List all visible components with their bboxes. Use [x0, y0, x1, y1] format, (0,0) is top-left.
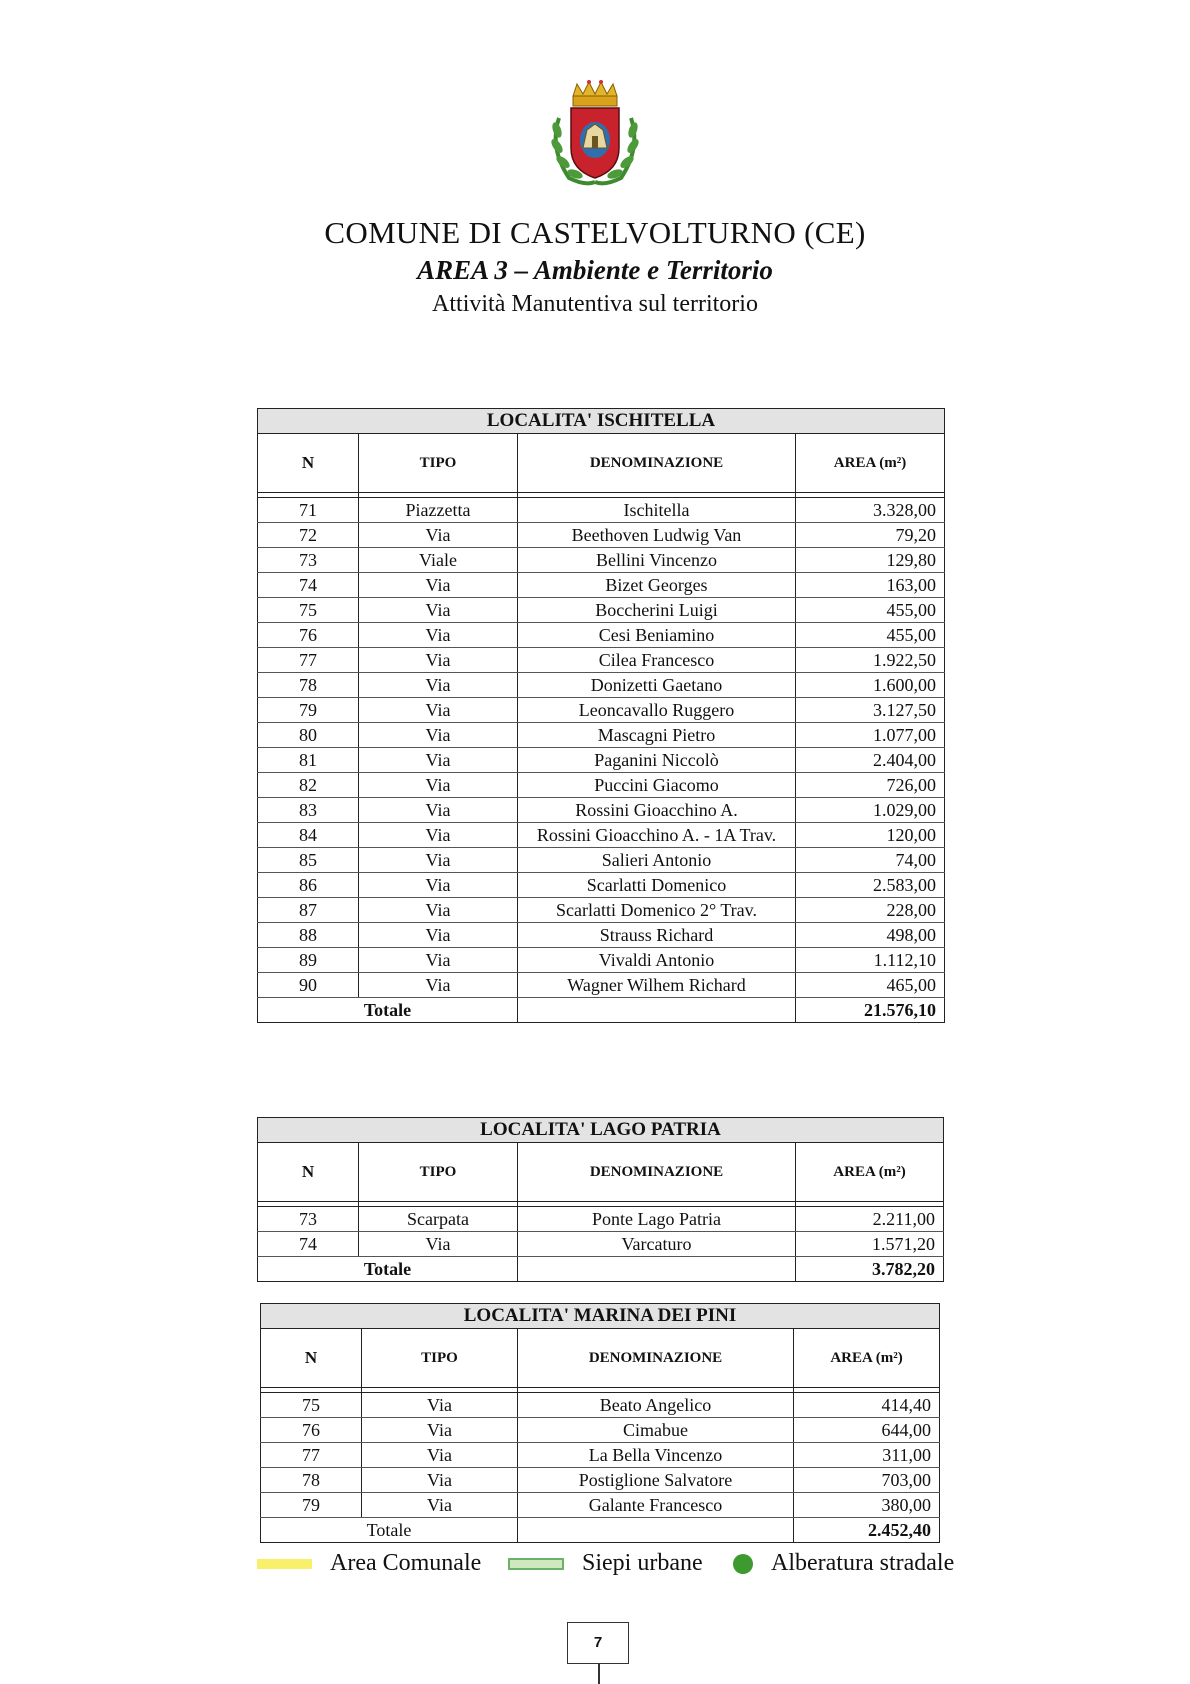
cell-area: 644,00 — [794, 1418, 940, 1443]
cell-n: 77 — [258, 648, 359, 673]
legend-item-area-comunale — [257, 1550, 481, 1577]
column-header-area: AREA (m²) — [794, 1329, 940, 1388]
cell-n: 71 — [258, 498, 359, 523]
cell-tipo: Via — [362, 1418, 518, 1443]
cell-n: 87 — [258, 898, 359, 923]
cell-area: 1.077,00 — [796, 723, 945, 748]
cell-denominazione: Galante Francesco — [518, 1493, 794, 1518]
area-subtitle: AREA 3 – Ambiente e Territorio — [417, 255, 773, 285]
table-row — [261, 1393, 940, 1418]
table-marina-dei-pini — [260, 1303, 940, 1543]
cell-denominazione: Beato Angelico — [518, 1393, 794, 1418]
column-header-n: N — [261, 1329, 362, 1388]
cell-area: 2.404,00 — [796, 748, 945, 773]
cell-area: 1.112,10 — [796, 948, 945, 973]
cell-area: 228,00 — [796, 898, 945, 923]
cell-tipo: Via — [359, 623, 518, 648]
cell-n: 74 — [258, 1232, 359, 1257]
cell-area: 129,80 — [796, 548, 945, 573]
table-row — [258, 698, 945, 723]
total-spacer — [518, 1257, 796, 1282]
cell-area: 1.029,00 — [796, 798, 945, 823]
cell-tipo: Viale — [359, 548, 518, 573]
table-row — [258, 723, 945, 748]
cell-area: 380,00 — [794, 1493, 940, 1518]
legend-label: Area Comunale — [330, 1550, 482, 1576]
cell-area: 414,40 — [794, 1393, 940, 1418]
document-header — [0, 214, 1190, 320]
legend-item-siepi-urbane — [508, 1550, 703, 1577]
legend-label: Alberatura stradale — [771, 1550, 955, 1576]
cell-tipo: Via — [359, 848, 518, 873]
cell-denominazione: Cilea Francesco — [518, 648, 796, 673]
cell-n: 84 — [258, 823, 359, 848]
cell-area: 455,00 — [796, 623, 945, 648]
cell-tipo: Scarpata — [359, 1207, 518, 1232]
legend — [0, 1550, 1190, 1580]
total-spacer — [518, 998, 796, 1023]
cell-area: 2.211,00 — [796, 1207, 944, 1232]
cell-n: 80 — [258, 723, 359, 748]
cell-area: 498,00 — [796, 923, 945, 948]
cell-denominazione: Scarlatti Domenico — [518, 873, 796, 898]
cell-denominazione: Postiglione Salvatore — [518, 1468, 794, 1493]
cell-n: 75 — [261, 1393, 362, 1418]
table-row — [258, 573, 945, 598]
column-header-tipo: TIPO — [359, 1143, 518, 1202]
cell-denominazione: Cesi Beniamino — [518, 623, 796, 648]
municipality-title: COMUNE DI CASTELVOLTURNO (CE) — [324, 215, 866, 250]
table-row — [258, 523, 945, 548]
column-header-tipo: TIPO — [362, 1329, 518, 1388]
cell-n: 89 — [258, 948, 359, 973]
table-row — [258, 898, 945, 923]
cell-tipo: Via — [359, 873, 518, 898]
cell-area: 455,00 — [796, 598, 945, 623]
cell-n: 76 — [258, 623, 359, 648]
cell-denominazione: Bellini Vincenzo — [518, 548, 796, 573]
table-ischitella — [257, 408, 945, 1023]
total-value: 3.782,20 — [796, 1257, 944, 1282]
total-label: Totale — [261, 1518, 518, 1543]
cell-tipo: Via — [359, 898, 518, 923]
cell-area: 79,20 — [796, 523, 945, 548]
table-row — [258, 948, 945, 973]
legend-item-alberatura-stradale — [733, 1550, 954, 1577]
column-header-n: N — [258, 434, 359, 493]
cell-tipo: Via — [359, 948, 518, 973]
cell-n: 88 — [258, 923, 359, 948]
cell-tipo: Via — [362, 1393, 518, 1418]
table-row — [258, 1207, 944, 1232]
yellow-line-swatch-icon — [257, 1559, 312, 1569]
cell-denominazione: Strauss Richard — [518, 923, 796, 948]
cell-denominazione: Paganini Niccolò — [518, 748, 796, 773]
cell-n: 72 — [258, 523, 359, 548]
cell-tipo: Via — [359, 773, 518, 798]
column-header-denominazione: DENOMINAZIONE — [518, 434, 796, 493]
cell-area: 1.922,50 — [796, 648, 945, 673]
cell-n: 73 — [258, 548, 359, 573]
cell-area: 3.127,50 — [796, 698, 945, 723]
total-value: 2.452,40 — [794, 1518, 940, 1543]
cell-denominazione: Varcaturo — [518, 1232, 796, 1257]
table-row — [258, 773, 945, 798]
cell-tipo: Via — [359, 823, 518, 848]
cell-tipo: Via — [359, 698, 518, 723]
table-title: LOCALITA' LAGO PATRIA — [258, 1118, 944, 1143]
page-number-divider — [598, 1664, 600, 1684]
cell-area: 163,00 — [796, 573, 945, 598]
table-title: LOCALITA' MARINA DEI PINI — [261, 1304, 940, 1329]
cell-n: 90 — [258, 973, 359, 998]
table-row — [258, 623, 945, 648]
cell-denominazione: Rossini Gioacchino A. - 1A Trav. — [518, 823, 796, 848]
total-label: Totale — [258, 998, 518, 1023]
page-number: 7 — [567, 1622, 629, 1664]
cell-tipo: Via — [359, 1232, 518, 1257]
cell-tipo: Via — [362, 1468, 518, 1493]
table-row — [258, 548, 945, 573]
column-header-area: AREA (m²) — [796, 434, 945, 493]
cell-n: 79 — [258, 698, 359, 723]
cell-n: 81 — [258, 748, 359, 773]
column-header-tipo: TIPO — [359, 434, 518, 493]
column-header-n: N — [258, 1143, 359, 1202]
cell-n: 77 — [261, 1443, 362, 1468]
cell-area: 465,00 — [796, 973, 945, 998]
coat-of-arms-icon — [545, 78, 645, 188]
cell-n: 74 — [258, 573, 359, 598]
cell-area: 726,00 — [796, 773, 945, 798]
cell-denominazione: Cimabue — [518, 1418, 794, 1443]
cell-n: 75 — [258, 598, 359, 623]
cell-n: 79 — [261, 1493, 362, 1518]
legend-label: Siepi urbane — [582, 1550, 703, 1576]
tree-dot-icon — [733, 1554, 753, 1574]
cell-tipo: Via — [359, 923, 518, 948]
cell-denominazione: Donizetti Gaetano — [518, 673, 796, 698]
cell-denominazione: Bizet Georges — [518, 573, 796, 598]
table-row — [258, 648, 945, 673]
table-row — [261, 1418, 940, 1443]
column-header-area: AREA (m²) — [796, 1143, 944, 1202]
table-title: LOCALITA' ISCHITELLA — [258, 409, 945, 434]
activity-subheading: Attività Manutentiva sul territorio — [432, 291, 758, 317]
cell-denominazione: Boccherini Luigi — [518, 598, 796, 623]
table-row — [258, 873, 945, 898]
table-row — [261, 1468, 940, 1493]
green-hedge-swatch-icon — [508, 1558, 564, 1570]
cell-tipo: Via — [362, 1493, 518, 1518]
cell-denominazione: Beethoven Ludwig Van — [518, 523, 796, 548]
table-row — [258, 498, 945, 523]
cell-n: 76 — [261, 1418, 362, 1443]
cell-tipo: Via — [359, 523, 518, 548]
cell-tipo: Via — [362, 1443, 518, 1468]
cell-tipo: Via — [359, 573, 518, 598]
table-row — [258, 973, 945, 998]
cell-area: 1.571,20 — [796, 1232, 944, 1257]
cell-tipo: Via — [359, 798, 518, 823]
cell-tipo: Via — [359, 973, 518, 998]
cell-denominazione: La Bella Vincenzo — [518, 1443, 794, 1468]
table-row — [258, 823, 945, 848]
cell-tipo: Via — [359, 748, 518, 773]
cell-tipo: Via — [359, 598, 518, 623]
table-row — [258, 673, 945, 698]
cell-area: 1.600,00 — [796, 673, 945, 698]
column-header-denominazione: DENOMINAZIONE — [518, 1329, 794, 1388]
cell-tipo: Piazzetta — [359, 498, 518, 523]
table-row — [261, 1493, 940, 1518]
table-row — [258, 798, 945, 823]
total-value: 21.576,10 — [796, 998, 945, 1023]
cell-n: 85 — [258, 848, 359, 873]
cell-n: 73 — [258, 1207, 359, 1232]
total-label: Totale — [258, 1257, 518, 1282]
cell-denominazione: Mascagni Pietro — [518, 723, 796, 748]
cell-area: 74,00 — [796, 848, 945, 873]
cell-denominazione: Puccini Giacomo — [518, 773, 796, 798]
total-spacer — [518, 1518, 794, 1543]
cell-area: 311,00 — [794, 1443, 940, 1468]
table-lago-patria — [257, 1117, 944, 1282]
cell-area: 703,00 — [794, 1468, 940, 1493]
cell-area: 2.583,00 — [796, 873, 945, 898]
cell-n: 78 — [261, 1468, 362, 1493]
cell-denominazione: Leoncavallo Ruggero — [518, 698, 796, 723]
cell-n: 86 — [258, 873, 359, 898]
cell-area: 3.328,00 — [796, 498, 945, 523]
cell-denominazione: Scarlatti Domenico 2° Trav. — [518, 898, 796, 923]
cell-denominazione: Ischitella — [518, 498, 796, 523]
column-header-denominazione: DENOMINAZIONE — [518, 1143, 796, 1202]
cell-n: 83 — [258, 798, 359, 823]
cell-tipo: Via — [359, 648, 518, 673]
cell-denominazione: Wagner Wilhem Richard — [518, 973, 796, 998]
table-row — [261, 1443, 940, 1468]
cell-denominazione: Rossini Gioacchino A. — [518, 798, 796, 823]
cell-denominazione: Vivaldi Antonio — [518, 948, 796, 973]
cell-tipo: Via — [359, 673, 518, 698]
cell-area: 120,00 — [796, 823, 945, 848]
cell-denominazione: Salieri Antonio — [518, 848, 796, 873]
cell-n: 82 — [258, 773, 359, 798]
table-row — [258, 1232, 944, 1257]
cell-n: 78 — [258, 673, 359, 698]
cell-tipo: Via — [359, 723, 518, 748]
table-row — [258, 598, 945, 623]
cell-denominazione: Ponte Lago Patria — [518, 1207, 796, 1232]
table-row — [258, 848, 945, 873]
table-row — [258, 748, 945, 773]
table-row — [258, 923, 945, 948]
